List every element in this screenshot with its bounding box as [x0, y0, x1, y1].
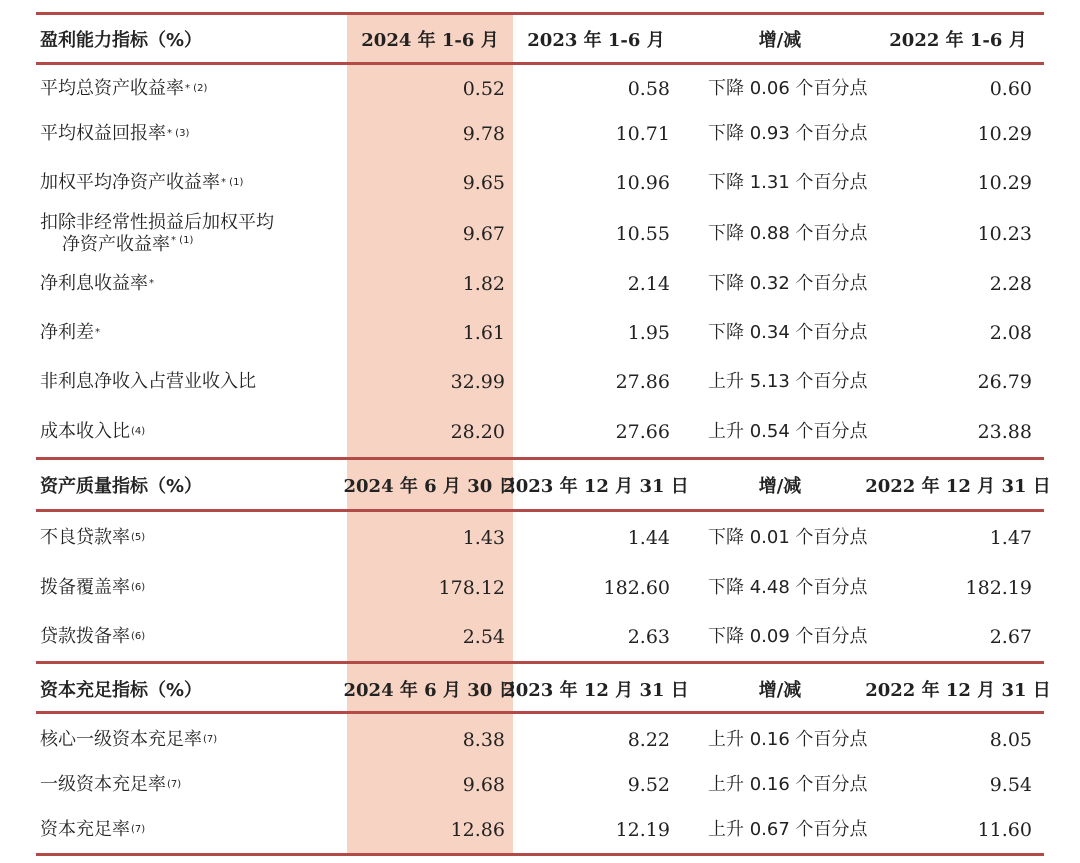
table-row [0, 412, 1080, 452]
row-label: 不良贷款率 (5) [40, 526, 146, 548]
column-header: 2024 年 1-6 月 [361, 30, 499, 51]
change-value: 下降 0.06 个百分点 [708, 77, 868, 99]
row-label: 一级资本充足率 (7) [40, 773, 182, 795]
change-value: 下降 0.34 个百分点 [708, 321, 868, 343]
row-label: 加权平均净资产收益率 * (1) [40, 171, 244, 193]
footnote-mark: (7) [167, 778, 182, 790]
value-2022: 26.79 [977, 371, 1032, 393]
column-header: 增/减 [758, 680, 802, 701]
footnote-mark: * (1) [171, 235, 194, 246]
value-2023: 27.66 [615, 421, 670, 443]
footnote-mark: (7) [203, 733, 218, 745]
value-2023: 12.19 [615, 819, 670, 841]
change-value: 上升 0.16 个百分点 [708, 773, 868, 795]
value-2024: 1.43 [462, 527, 505, 549]
rule [36, 62, 1044, 65]
value-2023: 10.71 [615, 123, 670, 145]
column-header: 2023 年 12 月 31 日 [503, 476, 689, 497]
value-2023: 2.14 [627, 273, 670, 295]
value-2023: 2.63 [627, 626, 670, 648]
value-2024: 2.54 [462, 626, 505, 648]
value-2022: 8.05 [989, 729, 1032, 751]
column-header: 2022 年 12 月 31 日 [865, 680, 1051, 701]
footnote-mark: * [149, 277, 154, 289]
table-row [0, 69, 1080, 109]
value-2023: 10.96 [615, 172, 670, 194]
table-row [0, 810, 1080, 850]
section-title: 资产质量指标（%） [40, 476, 203, 497]
footnote-mark: (7) [131, 823, 146, 835]
value-2022: 9.54 [989, 774, 1032, 796]
table-row [0, 264, 1080, 304]
value-2022: 0.60 [989, 78, 1032, 100]
value-2023: 0.58 [627, 78, 670, 100]
value-2022: 10.29 [977, 123, 1032, 145]
value-2024: 1.82 [462, 273, 505, 295]
value-2024: 178.12 [438, 577, 505, 599]
table-row [0, 518, 1080, 558]
value-2023: 10.55 [615, 223, 670, 245]
section-title: 盈利能力指标（%） [40, 30, 203, 51]
change-value: 下降 0.88 个百分点 [708, 222, 868, 244]
column-header: 2024 年 6 月 30 日 [343, 476, 517, 497]
value-2024: 9.67 [462, 223, 505, 245]
row-label: 净利差 * [40, 321, 100, 343]
column-header: 2022 年 1-6 月 [889, 30, 1027, 51]
value-2024: 9.78 [462, 123, 505, 145]
value-2022: 1.47 [989, 527, 1032, 549]
column-header: 增/减 [758, 30, 802, 51]
change-value: 上升 0.54 个百分点 [708, 420, 868, 442]
value-2023: 9.52 [627, 774, 670, 796]
column-header: 增/减 [758, 476, 802, 497]
column-header: 2023 年 12 月 31 日 [503, 680, 689, 701]
change-value: 下降 0.09 个百分点 [708, 625, 868, 647]
rule [36, 661, 1044, 664]
row-label: 平均总资产收益率 * (2) [40, 77, 208, 99]
section-header-profitability [0, 16, 1080, 62]
value-2022: 10.29 [977, 172, 1032, 194]
change-value: 上升 5.13 个百分点 [708, 370, 868, 392]
rule [36, 12, 1044, 15]
value-2024: 28.20 [450, 421, 505, 443]
table-row [0, 208, 1080, 260]
value-2024: 32.99 [450, 371, 505, 393]
footnote-mark: * (2) [185, 82, 208, 94]
value-2024: 9.65 [462, 172, 505, 194]
section-header-capital-adequacy [0, 666, 1080, 712]
value-2024: 9.68 [462, 774, 505, 796]
table-row [0, 720, 1080, 760]
rule [36, 711, 1044, 714]
footnote-mark: * [95, 326, 100, 338]
column-header: 2023 年 1-6 月 [527, 30, 665, 51]
value-2023: 182.60 [603, 577, 670, 599]
value-2022: 2.08 [989, 322, 1032, 344]
table-row [0, 362, 1080, 402]
change-value: 上升 0.67 个百分点 [708, 818, 868, 840]
value-2024: 1.61 [462, 322, 505, 344]
row-label: 拨备覆盖率 (6) [40, 576, 146, 598]
value-2024: 0.52 [462, 78, 505, 100]
change-value: 上升 0.16 个百分点 [708, 728, 868, 750]
section-title: 资本充足指标（%） [40, 680, 203, 701]
row-label: 扣除非经常性损益后加权平均 净资产收益率$^{* (1)}$ [40, 211, 274, 255]
footnote-mark: (6) [131, 630, 146, 642]
footnote-mark: (6) [131, 581, 146, 593]
row-label: 贷款拨备率 (6) [40, 625, 146, 647]
change-value: 下降 4.48 个百分点 [708, 576, 868, 598]
rule [36, 457, 1044, 460]
table-row [0, 114, 1080, 154]
row-label: 成本收入比 (4) [40, 420, 146, 442]
section-header-asset-quality [0, 462, 1080, 508]
value-2024: 12.86 [450, 819, 505, 841]
table-row [0, 313, 1080, 353]
value-2023: 27.86 [615, 371, 670, 393]
value-2022: 2.67 [989, 626, 1032, 648]
value-2022: 2.28 [989, 273, 1032, 295]
table-row [0, 617, 1080, 657]
value-2022: 10.23 [977, 223, 1032, 245]
row-label: 非利息净收入占营业收入比 [40, 370, 256, 392]
table-row [0, 568, 1080, 608]
change-value: 下降 0.93 个百分点 [708, 122, 868, 144]
table-row [0, 163, 1080, 203]
value-2022: 23.88 [977, 421, 1032, 443]
row-label: 核心一级资本充足率 (7) [40, 728, 218, 750]
value-2022: 11.60 [977, 819, 1032, 841]
value-2023: 1.95 [627, 322, 670, 344]
footnote-mark: * (1) [221, 176, 244, 188]
change-value: 下降 0.32 个百分点 [708, 272, 868, 294]
change-value: 下降 1.31 个百分点 [708, 171, 868, 193]
value-2022: 182.19 [965, 577, 1032, 599]
rule [36, 853, 1044, 856]
value-2024: 8.38 [462, 729, 505, 751]
row-label: 资本充足率 (7) [40, 818, 146, 840]
column-header: 2022 年 12 月 31 日 [865, 476, 1051, 497]
rule [36, 509, 1044, 512]
footnote-mark: * (3) [167, 127, 190, 139]
table-row [0, 765, 1080, 805]
change-value: 下降 0.01 个百分点 [708, 526, 868, 548]
column-header: 2024 年 6 月 30 日 [343, 680, 517, 701]
row-label: 净利息收益率 * [40, 272, 154, 294]
value-2023: 1.44 [627, 527, 670, 549]
row-label: 平均权益回报率 * (3) [40, 122, 190, 144]
footnote-mark: (4) [131, 425, 146, 437]
value-2023: 8.22 [627, 729, 670, 751]
footnote-mark: (5) [131, 531, 146, 543]
